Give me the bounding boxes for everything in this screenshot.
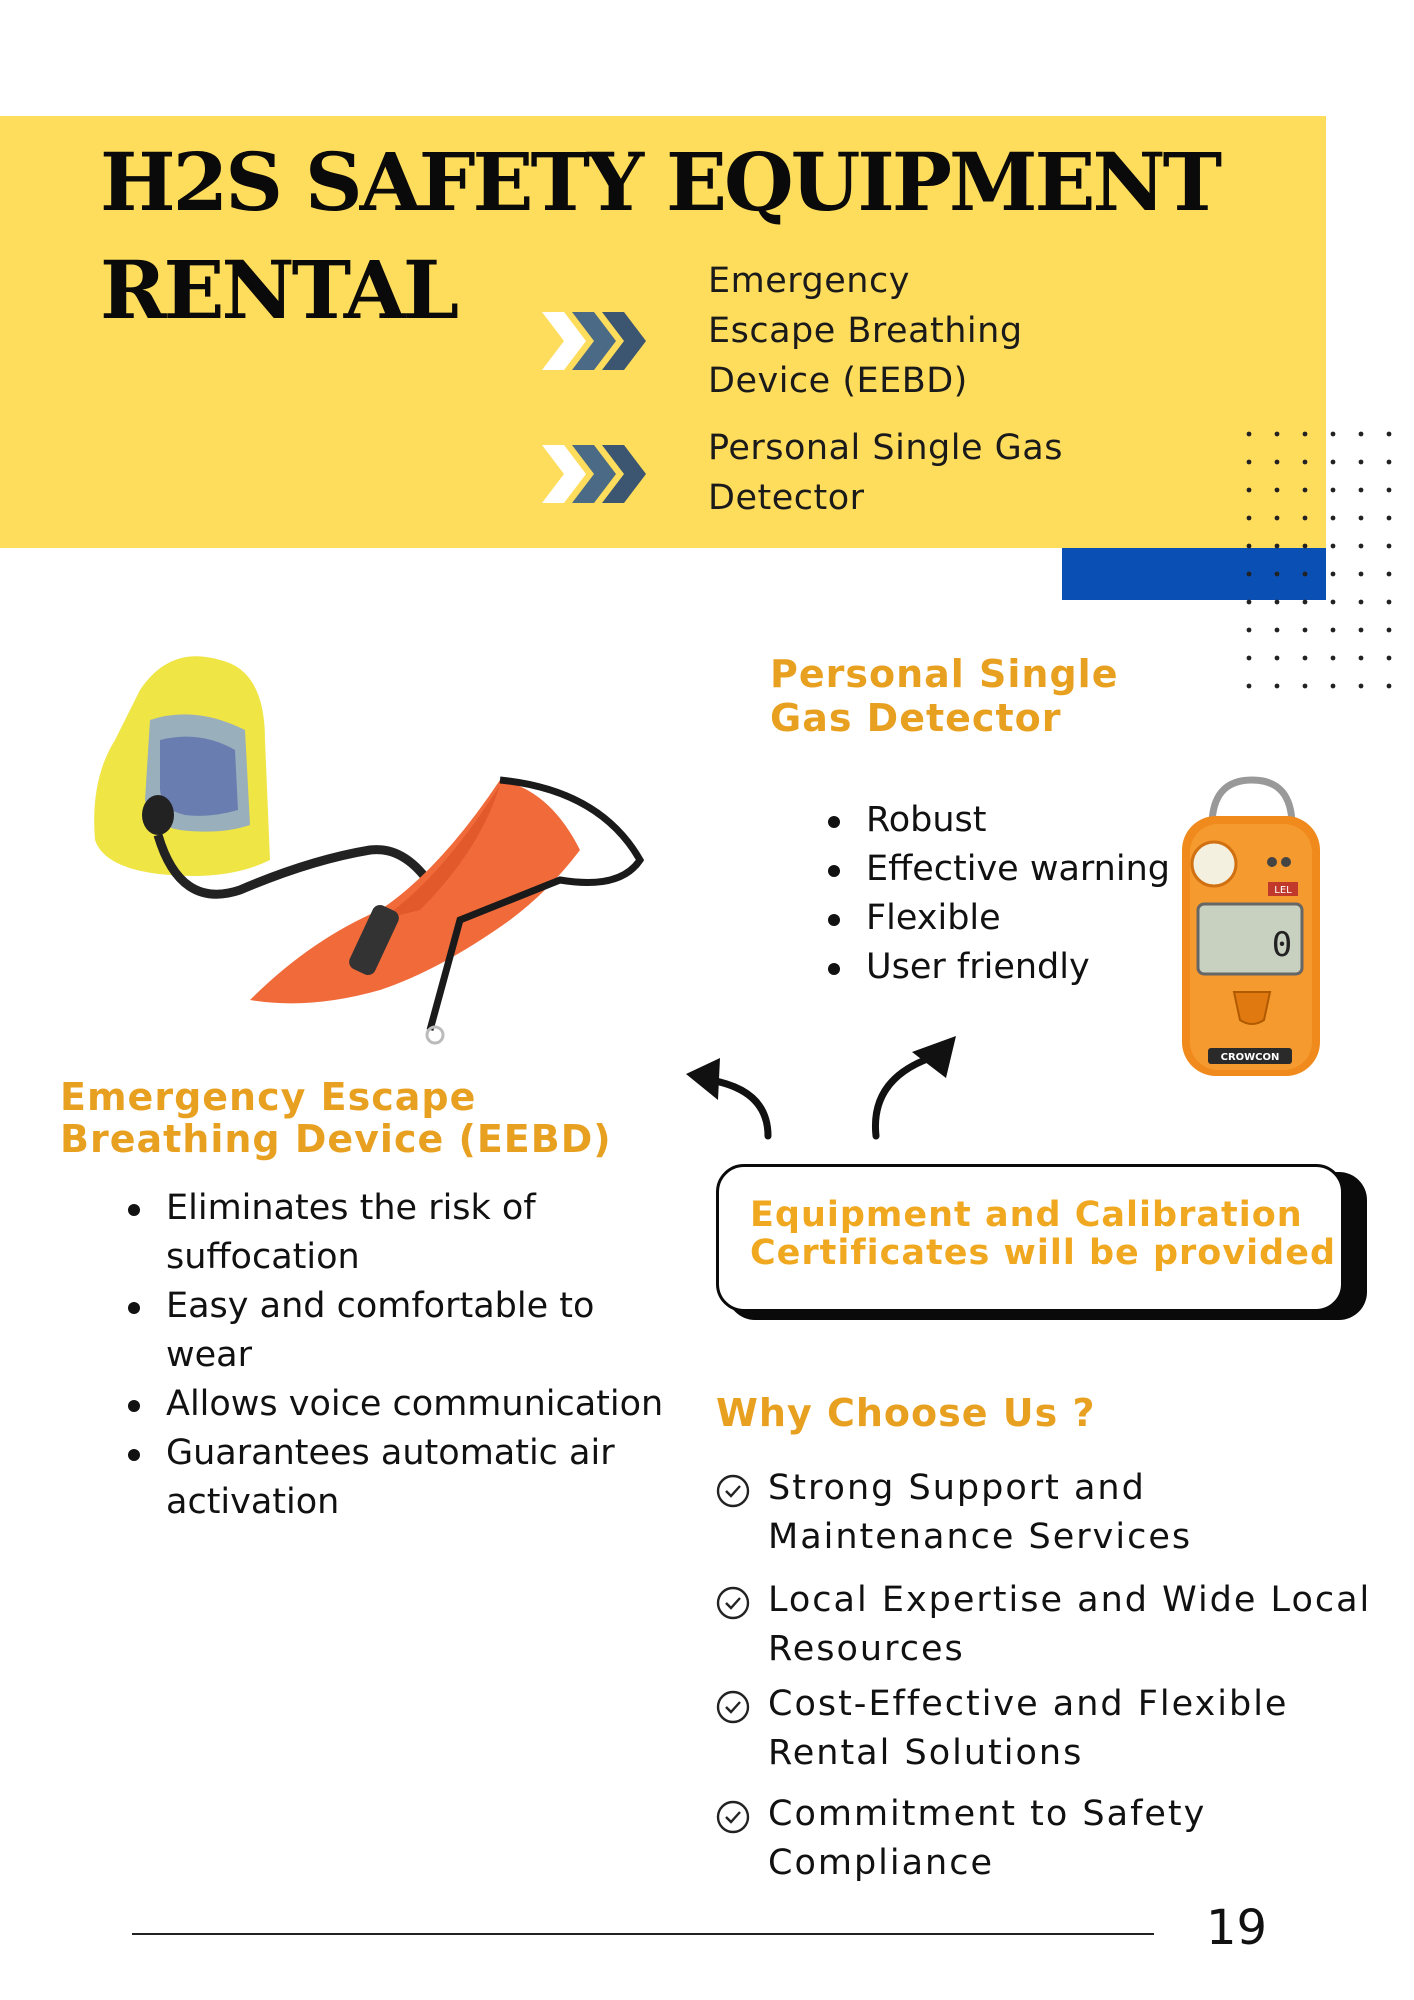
detector-lel-label: LEL	[1274, 885, 1292, 896]
chevrons-icon	[542, 312, 650, 370]
header-item-eebd: Emergency Escape Breathing Device (EEBD)	[708, 261, 1023, 401]
page-title	[100, 128, 1219, 344]
certificate-line-1: Equipment and Calibration	[750, 1195, 1303, 1235]
detector-section-title: Personal Single Gas Detector	[770, 652, 1119, 740]
why-item-text: Strong Support and Maintenance Services	[768, 1468, 1193, 1557]
list-item: User friendly	[866, 943, 1286, 992]
page-number: 19	[1206, 1900, 1268, 1956]
list-item: Effective warning	[866, 845, 1286, 894]
why-section-title: Why Choose Us ?	[716, 1391, 1096, 1435]
list-item: Flexible	[866, 894, 1286, 943]
why-item-text: Cost-Effective and Flexible Rental Solutions	[768, 1684, 1289, 1773]
list-item: Guarantees automatic air activation	[166, 1429, 666, 1527]
chevrons-icon	[542, 445, 650, 503]
title-line-2: RENTAL	[100, 243, 457, 337]
detector-brand: CROWCON	[1220, 1052, 1280, 1063]
curved-arrow-up-icon	[860, 1030, 970, 1140]
check-circle-icon	[716, 1586, 750, 1620]
check-circle-icon	[716, 1474, 750, 1508]
list-item: Robust	[866, 796, 1286, 845]
detector-display-value: 0	[1271, 925, 1293, 965]
eebd-feature-list	[166, 1184, 666, 1527]
eebd-hood-image	[80, 650, 660, 1050]
list-item: Eliminates the risk of suffocation	[166, 1184, 666, 1282]
footer-divider	[132, 1933, 1154, 1935]
dot-grid-decoration	[1245, 430, 1395, 690]
detector-feature-list	[866, 796, 1286, 992]
curved-arrow-left-icon	[680, 1050, 790, 1140]
certificate-text	[750, 1196, 1336, 1272]
list-item: Allows voice communication	[166, 1380, 666, 1429]
check-circle-icon	[716, 1800, 750, 1834]
why-item-text: Commitment to Safety Compliance	[768, 1794, 1207, 1883]
header-item-detector: Personal Single Gas Detector	[708, 428, 1063, 518]
why-item-text: Local Expertise and Wide Local Resources	[768, 1580, 1372, 1669]
check-circle-icon	[716, 1690, 750, 1724]
title-line-1: H2S SAFETY EQUIPMENT	[100, 135, 1220, 229]
eebd-section-title: Emergency Escape Breathing Device (EEBD)	[60, 1075, 612, 1161]
list-item: Easy and comfortable to wear	[166, 1282, 666, 1380]
certificate-line-2: Certificates will be provided	[750, 1233, 1336, 1273]
